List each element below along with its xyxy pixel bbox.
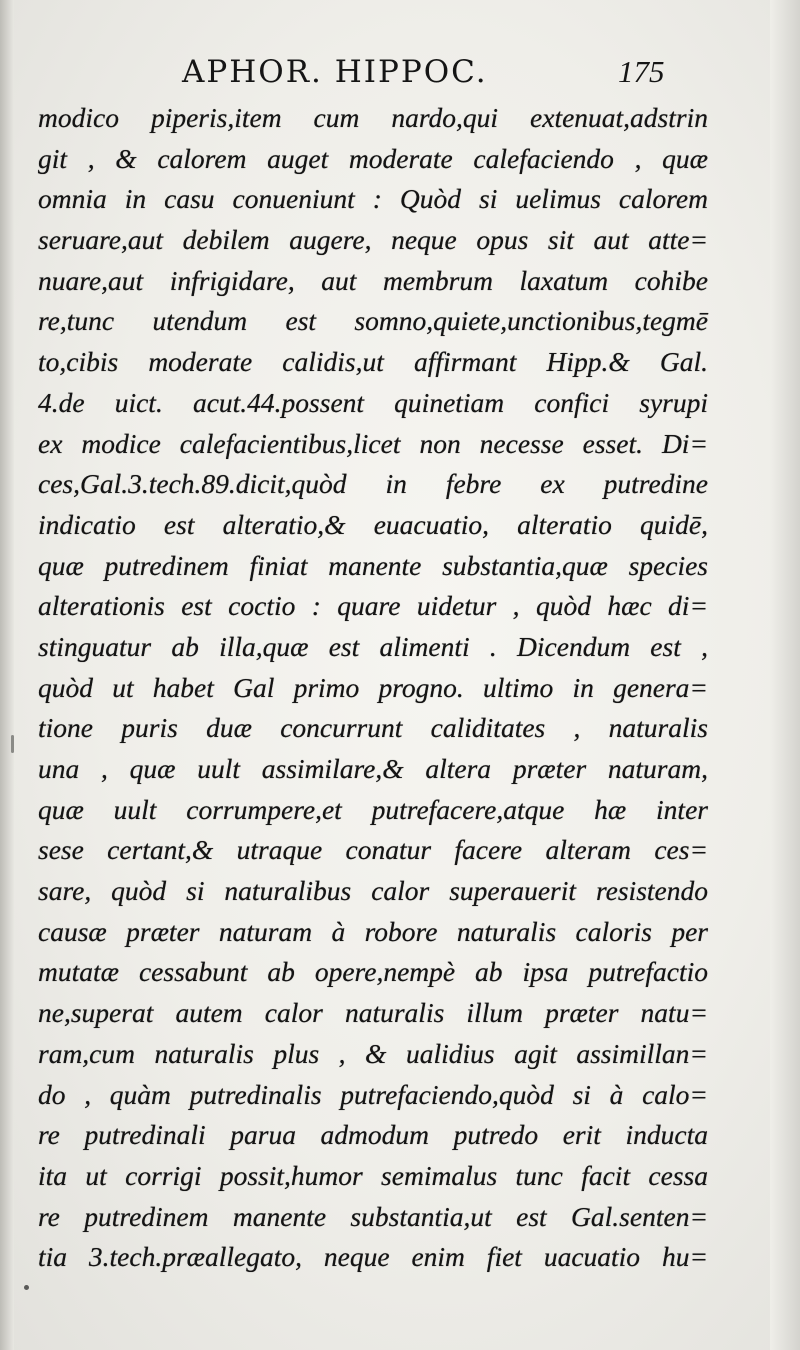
text-line: stinguatur ab illa,quæ est alimenti . Dicendum est , — [38, 630, 708, 662]
text-line: to,cibis moderate calidis,ut affirmant Hipp.& Gal. — [38, 346, 708, 378]
text-line: indicatio est alteratio,& euacuatio, alteratio quidē, — [38, 508, 708, 540]
text-line: ces,Gal.3.tech.89.dicit,quòd in febre ex putredine — [38, 468, 708, 500]
page-edge-shadow — [770, 0, 800, 1350]
text-line: git , & calorem auget moderate calefaciendo , quæ — [38, 142, 708, 174]
running-head — [40, 52, 740, 96]
text-line: ex modice calefacientibus,licet non necesse esset. Di= — [38, 427, 708, 459]
text-line: una , quæ uult assimilare,& altera præter naturam, — [38, 753, 708, 784]
body-text — [38, 98, 708, 1278]
page-gutter-shadow — [0, 0, 14, 1350]
text-line: modico piperis,item cum nardo,qui extenuat,adstrin — [38, 102, 708, 133]
text-line: quæ putredinem finiat manente substantia,quæ species — [38, 549, 708, 581]
running-title: APHOR. HIPPOC. — [182, 54, 488, 90]
text-line: causæ præter naturam à robore naturalis caloris per — [38, 915, 708, 947]
page-number: 175 — [618, 54, 665, 89]
text-line: tione puris duæ concurrunt caliditates , naturalis — [38, 712, 708, 744]
text-line: quòd ut habet Gal primo progno. ultimo in genera= — [38, 671, 708, 703]
text-line: re putredinem manente substantia,ut est Gal.senten= — [38, 1200, 708, 1232]
text-line: sare, quòd si naturalibus calor superauerit resistendo — [38, 875, 708, 907]
text-line: 4.de uict. acut.44.possent quinetiam confici syrupi — [38, 386, 708, 418]
text-line: mutatæ cessabunt ab opere,nempè ab ipsa putrefactio — [38, 956, 708, 988]
text-line: quæ uult corrumpere,et putrefacere,atque hæ inter — [38, 793, 708, 825]
text-line: ne,superat autem calor naturalis illum præter natu= — [38, 997, 708, 1029]
text-line: tia 3.tech.præallegato, neque enim fiet uacuatio hu= — [38, 1241, 708, 1273]
text-line: nuare,aut infrigidare, aut membrum laxatum cohibe — [38, 264, 708, 296]
text-line: re,tunc utendum est somno,quiete,unctionibus,tegmē — [38, 305, 708, 337]
text-line: sese certant,& utraque conatur facere alteram ces= — [38, 834, 708, 866]
text-line: ita ut corrigi possit,humor semimalus tunc facit cessa — [38, 1159, 708, 1191]
ink-speck — [24, 1285, 29, 1290]
text-line: ram,cum naturalis plus , & ualidius agit assimillan= — [38, 1037, 708, 1069]
text-line: alterationis est coctio : quare uidetur , quòd hæc di= — [38, 590, 708, 622]
text-line: seruare,aut debilem augere, neque opus sit aut atte= — [38, 224, 708, 256]
text-line: do , quàm putredinalis putrefaciendo,quòd si à calo= — [38, 1078, 708, 1110]
ink-speck — [11, 735, 14, 753]
text-line: re putredinali parua admodum putredo erit inducta — [38, 1119, 708, 1151]
text-line: omnia in casu conueniunt : Quòd si uelimus calorem — [38, 183, 708, 215]
